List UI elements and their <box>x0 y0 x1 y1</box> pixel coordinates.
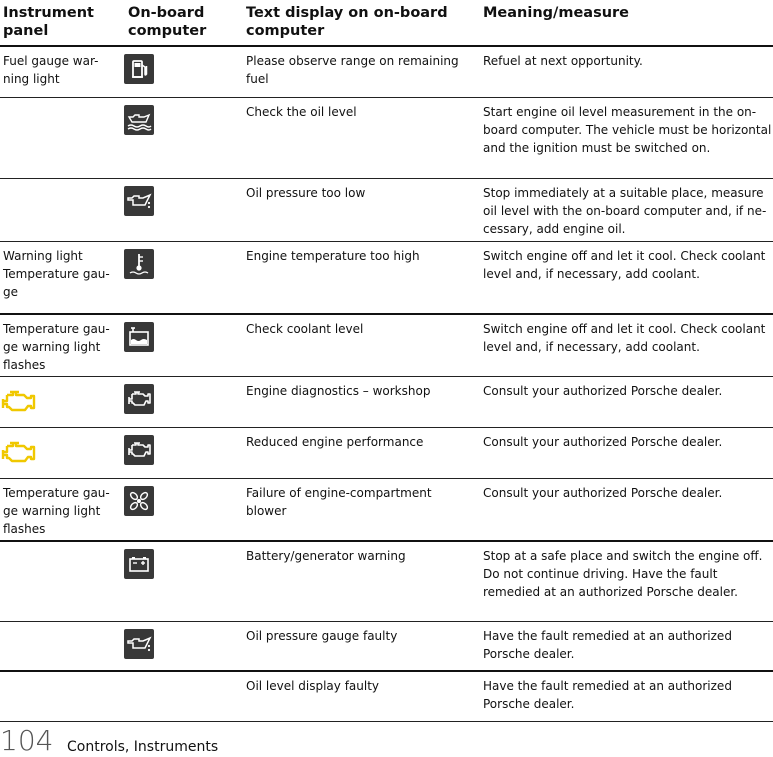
table-row <box>0 377 773 428</box>
table-row <box>0 479 773 542</box>
header-instrument-panel: Instrument panel <box>3 5 94 39</box>
page-footer <box>0 725 773 757</box>
table-row <box>0 315 773 377</box>
display-text-cell: Failure of engine-compartment blower <box>246 486 432 518</box>
check-engine-warning-icon <box>0 438 38 468</box>
on-board-icon-cell <box>124 384 154 414</box>
meaning-cell: Have the fault remedied at an authorized Porsche dealer. <box>483 679 732 711</box>
table-row <box>0 242 773 315</box>
display-text-cell: Check coolant level <box>246 322 364 336</box>
display-text-cell: Oil level display faulty <box>246 679 380 693</box>
meaning-cell: Have the fault remedied at an authorized Porsche dealer. <box>483 629 732 661</box>
table-header <box>0 0 773 47</box>
on-board-icon-cell <box>124 105 154 135</box>
meaning-cell: Switch engine off and let it cool. Check coolant level and, if necessary, add coolant. <box>483 322 766 354</box>
table-row <box>0 47 773 98</box>
warning-table <box>0 47 773 722</box>
engine-icon <box>124 384 154 414</box>
display-text-cell: Engine diagnostics – workshop <box>246 384 431 398</box>
instrument-panel-cell: Temperature gau-ge warning light flashes <box>3 486 110 536</box>
coolant-level-icon <box>124 322 154 352</box>
table-row <box>0 542 773 622</box>
on-board-icon-cell <box>124 186 154 216</box>
fuel-pump-icon <box>124 54 154 84</box>
table-row <box>0 622 773 672</box>
display-text-cell: Check the oil level <box>246 105 357 119</box>
meaning-cell: Consult your authorized Porsche dealer. <box>483 486 723 500</box>
coolant-temperature-icon <box>124 249 154 279</box>
table-row <box>0 179 773 242</box>
check-engine-warning-icon <box>0 387 38 417</box>
instrument-panel-cell <box>0 377 116 427</box>
on-board-icon-cell <box>124 249 154 279</box>
display-text-cell: Engine temperature too high <box>246 249 420 263</box>
instrument-panel-cell: Fuel gauge war-ning light <box>3 54 99 86</box>
header-text-display: Text display on on-board computer <box>246 5 448 39</box>
oil-can-icon <box>124 629 154 659</box>
meaning-cell: Switch engine off and let it cool. Check coolant level and, if necessary, add coolant. <box>483 249 766 281</box>
section-title: Controls, Instruments <box>67 739 219 755</box>
battery-icon <box>124 549 154 579</box>
table-row <box>0 428 773 479</box>
header-meaning-measure: Meaning/measure <box>483 5 630 21</box>
display-text-cell: Reduced engine performance <box>246 435 424 449</box>
table-row <box>0 98 773 179</box>
display-text-cell: Oil pressure gauge faulty <box>246 629 398 643</box>
on-board-icon-cell <box>124 486 154 516</box>
meaning-cell: Refuel at next opportunity. <box>483 54 643 68</box>
on-board-icon-cell <box>124 629 154 659</box>
meaning-cell: Stop at a safe place and switch the engine off. Do not continue driving. Have the fault remedied at an authorized Porsche dealer. <box>483 549 763 599</box>
instrument-panel-cell: Warning light Temperature gau-ge <box>3 249 110 299</box>
page-number: 104 <box>0 724 54 757</box>
meaning-cell: Consult your authorized Porsche dealer. <box>483 435 723 449</box>
meaning-cell: Consult your authorized Porsche dealer. <box>483 384 723 398</box>
on-board-icon-cell <box>124 54 154 84</box>
oil-level-icon <box>124 105 154 135</box>
header-on-board-computer: On-board computer <box>128 5 207 39</box>
on-board-icon-cell <box>124 322 154 352</box>
meaning-cell: Start engine oil level measurement in the on-board computer. The vehicle must be horizontal and the ignition must be switched on. <box>483 105 772 155</box>
display-text-cell: Oil pressure too low <box>246 186 366 200</box>
display-text-cell: Please observe range on remaining fuel <box>246 54 459 86</box>
blower-fan-icon <box>124 486 154 516</box>
instrument-panel-cell: Temperature gau-ge warning light flashes <box>3 322 110 372</box>
instrument-panel-cell <box>0 428 116 478</box>
display-text-cell: Battery/generator warning <box>246 549 406 563</box>
on-board-icon-cell <box>124 549 154 579</box>
table-row <box>0 672 773 722</box>
on-board-icon-cell <box>124 435 154 465</box>
oil-can-icon <box>124 186 154 216</box>
engine-icon <box>124 435 154 465</box>
meaning-cell: Stop immediately at a suitable place, measure oil level with the on-board computer and, if ne-cessary, add engine oil. <box>483 186 767 236</box>
